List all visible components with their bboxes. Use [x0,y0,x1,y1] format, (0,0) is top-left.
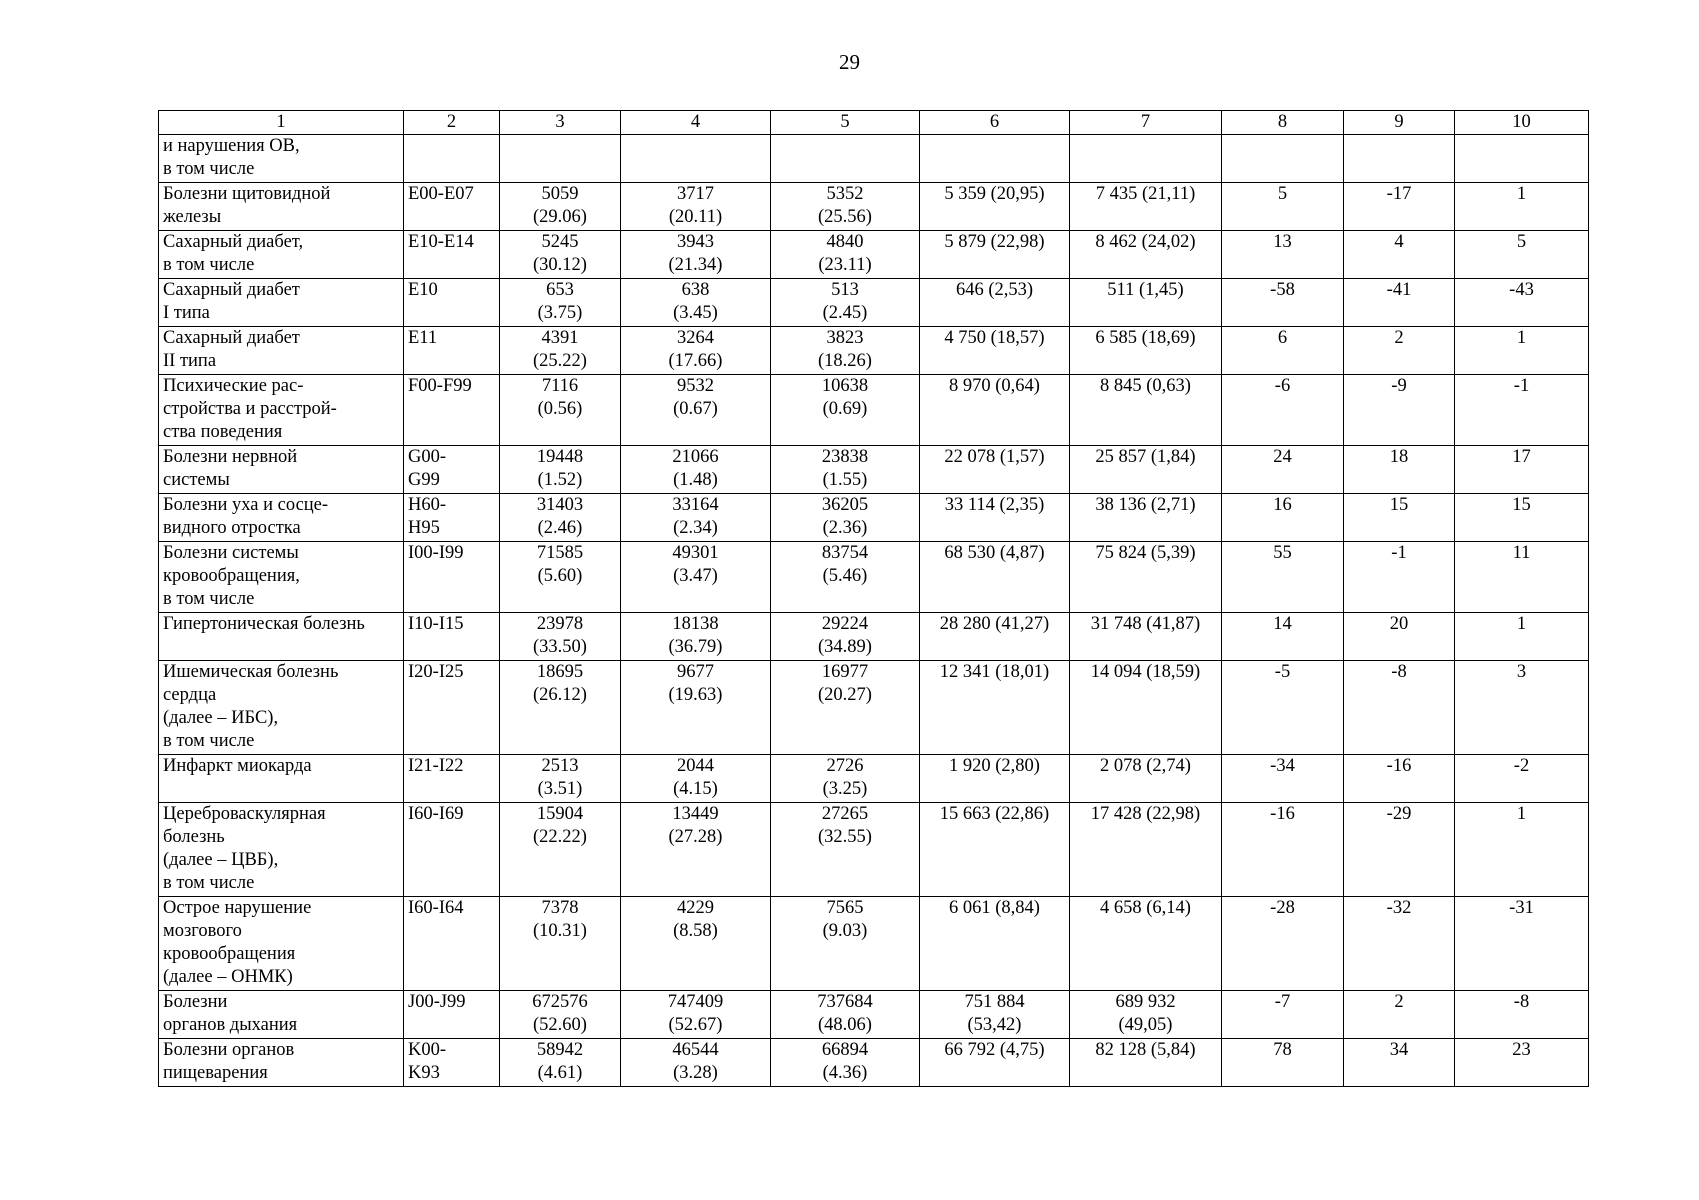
table-cell: -16 [1222,803,1344,897]
table-cell: 25 857 (1,84) [1070,446,1222,494]
table-cell: 5 [1222,183,1344,231]
table-cell: -29 [1344,803,1455,897]
row-label-cell: и нарушения ОВ, в том числе [159,135,404,183]
table-cell [1070,135,1222,183]
table-cell: 4391 (25.22) [500,327,621,375]
table-cell: 31403 (2.46) [500,494,621,542]
table-row [159,755,1589,803]
icd-code-cell: E10 [404,279,500,327]
table-cell: 672576 (52.60) [500,991,621,1039]
table-cell: 3264 (17.66) [621,327,771,375]
table-cell: 17 428 (22,98) [1070,803,1222,897]
icd-code-cell: I10-I15 [404,613,500,661]
table-cell: 2 078 (2,74) [1070,755,1222,803]
table-cell [1344,135,1455,183]
table-cell: -58 [1222,279,1344,327]
table-cell: 6 585 (18,69) [1070,327,1222,375]
table-cell: -8 [1455,991,1589,1039]
table-cell: 23978 (33.50) [500,613,621,661]
row-label-cell: Болезни уха и сосце- видного отростка [159,494,404,542]
table-cell: 10638 (0.69) [771,375,920,446]
icd-code-cell: F00-F99 [404,375,500,446]
table-cell: 4 [1344,231,1455,279]
column-header: 9 [1344,111,1455,135]
table-cell: 8 970 (0,64) [920,375,1070,446]
table-cell: 75 824 (5,39) [1070,542,1222,613]
table-cell: -32 [1344,897,1455,991]
column-header: 8 [1222,111,1344,135]
table-row [159,231,1589,279]
table-cell: 5 [1455,231,1589,279]
table-cell: -43 [1455,279,1589,327]
table-cell: 2726 (3.25) [771,755,920,803]
row-label-cell: Болезни системы кровообращения, в том числе [159,542,404,613]
table-cell: 1 [1455,803,1589,897]
table-cell: -41 [1344,279,1455,327]
table-row [159,446,1589,494]
table-cell: 2044 (4.15) [621,755,771,803]
table-cell: -17 [1344,183,1455,231]
table-cell: 16 [1222,494,1344,542]
table-cell: 747409 (52.67) [621,991,771,1039]
table-cell: 7378 (10.31) [500,897,621,991]
table-cell: -9 [1344,375,1455,446]
table-cell: 24 [1222,446,1344,494]
table-cell: 5352 (25.56) [771,183,920,231]
table-cell: -31 [1455,897,1589,991]
column-header: 2 [404,111,500,135]
table-cell: 5245 (30.12) [500,231,621,279]
table-cell [771,135,920,183]
table-cell: 4 658 (6,14) [1070,897,1222,991]
row-label-cell: Сахарный диабет, в том числе [159,231,404,279]
table-cell: 6 [1222,327,1344,375]
table-cell: 1 [1455,327,1589,375]
column-header: 10 [1455,111,1589,135]
table-cell: -1 [1455,375,1589,446]
table-row [159,494,1589,542]
icd-code-cell: H60- H95 [404,494,500,542]
table-cell: 15 663 (22,86) [920,803,1070,897]
table-cell: 66 792 (4,75) [920,1039,1070,1087]
table-cell: 28 280 (41,27) [920,613,1070,661]
row-label-cell: Психические рас- стройства и расстрой- ства поведения [159,375,404,446]
table-cell: 23838 (1.55) [771,446,920,494]
table-cell: 9677 (19.63) [621,661,771,755]
table-cell: -8 [1344,661,1455,755]
table-row [159,135,1589,183]
table-cell: -5 [1222,661,1344,755]
row-label-cell: Сахарный диабет I типа [159,279,404,327]
table-row [159,375,1589,446]
table-cell: 13 [1222,231,1344,279]
table-row [159,613,1589,661]
table-cell: 2513 (3.51) [500,755,621,803]
row-label-cell: Болезни органов пищеварения [159,1039,404,1087]
table-cell: -28 [1222,897,1344,991]
table-cell: 3943 (21.34) [621,231,771,279]
table-cell: 7 435 (21,11) [1070,183,1222,231]
table-cell: -1 [1344,542,1455,613]
table-cell: 11 [1455,542,1589,613]
table-cell: 34 [1344,1039,1455,1087]
icd-code-cell: I00-I99 [404,542,500,613]
table-cell: 71585 (5.60) [500,542,621,613]
row-label-cell: Гипертоническая болезнь [159,613,404,661]
table-cell: 12 341 (18,01) [920,661,1070,755]
table-cell: 646 (2,53) [920,279,1070,327]
icd-code-cell [404,135,500,183]
table-cell: 4229 (8.58) [621,897,771,991]
row-label-cell: Ишемическая болезнь сердца (далее – ИБС), в том числе [159,661,404,755]
table-cell: 38 136 (2,71) [1070,494,1222,542]
table-cell: 31 748 (41,87) [1070,613,1222,661]
table-cell: 2 [1344,991,1455,1039]
column-header: 5 [771,111,920,135]
table-cell: 58942 (4.61) [500,1039,621,1087]
table-cell: 653 (3.75) [500,279,621,327]
table-cell: 18695 (26.12) [500,661,621,755]
table-cell: 23 [1455,1039,1589,1087]
table-cell [1455,135,1589,183]
icd-code-cell: E11 [404,327,500,375]
table-cell: 14 [1222,613,1344,661]
table-row [159,183,1589,231]
row-label-cell: Инфаркт миокарда [159,755,404,803]
table-cell: -7 [1222,991,1344,1039]
table-cell: 13449 (27.28) [621,803,771,897]
table-cell: 29224 (34.89) [771,613,920,661]
table-cell: 751 884 (53,42) [920,991,1070,1039]
table-cell: -34 [1222,755,1344,803]
table-row [159,803,1589,897]
table-row [159,661,1589,755]
table-cell: 83754 (5.46) [771,542,920,613]
row-label-cell: Болезни органов дыхания [159,991,404,1039]
table-cell: 7565 (9.03) [771,897,920,991]
table-cell [1222,135,1344,183]
table-cell: 5 359 (20,95) [920,183,1070,231]
table-cell: -2 [1455,755,1589,803]
table-cell: 21066 (1.48) [621,446,771,494]
column-header: 1 [159,111,404,135]
table-cell: 4840 (23.11) [771,231,920,279]
table-cell: 18 [1344,446,1455,494]
table-cell: 3717 (20.11) [621,183,771,231]
table-cell: 82 128 (5,84) [1070,1039,1222,1087]
icd-code-cell: I60-I64 [404,897,500,991]
table-cell [621,135,771,183]
table-cell: 3823 (18.26) [771,327,920,375]
icd-code-cell: G00- G99 [404,446,500,494]
table-cell: 5059 (29.06) [500,183,621,231]
table-cell: 15 [1455,494,1589,542]
table-row [159,327,1589,375]
table-cell: 15 [1344,494,1455,542]
table-cell: 511 (1,45) [1070,279,1222,327]
table-cell: 46544 (3.28) [621,1039,771,1087]
table-row [159,897,1589,991]
table-cell: -6 [1222,375,1344,446]
column-header: 6 [920,111,1070,135]
morbidity-table [158,110,1589,1087]
table-cell: 737684 (48.06) [771,991,920,1039]
table-header-row [159,111,1589,135]
table-cell [500,135,621,183]
table-cell: 17 [1455,446,1589,494]
table-cell [920,135,1070,183]
table-cell: 49301 (3.47) [621,542,771,613]
table-cell: 513 (2.45) [771,279,920,327]
column-header: 7 [1070,111,1222,135]
table-row [159,542,1589,613]
table-row [159,991,1589,1039]
table-cell: 66894 (4.36) [771,1039,920,1087]
table-cell: 22 078 (1,57) [920,446,1070,494]
table-cell: 33164 (2.34) [621,494,771,542]
icd-code-cell: I60-I69 [404,803,500,897]
table-cell: 1 [1455,613,1589,661]
row-label-cell: Болезни нервной системы [159,446,404,494]
icd-code-cell: I20-I25 [404,661,500,755]
table-row [159,279,1589,327]
table-cell: 5 879 (22,98) [920,231,1070,279]
table-cell: 2 [1344,327,1455,375]
icd-code-cell: K00- K93 [404,1039,500,1087]
table-cell: 8 845 (0,63) [1070,375,1222,446]
table-cell: 9532 (0.67) [621,375,771,446]
table-cell: 689 932 (49,05) [1070,991,1222,1039]
page-number: 29 [839,50,860,74]
table-cell: 1 [1455,183,1589,231]
table-cell: 19448 (1.52) [500,446,621,494]
table-cell: 6 061 (8,84) [920,897,1070,991]
icd-code-cell: E10-E14 [404,231,500,279]
table-cell: 33 114 (2,35) [920,494,1070,542]
table-row [159,1039,1589,1087]
row-label-cell: Острое нарушение мозгового кровообращения (далее – ОНМК) [159,897,404,991]
icd-code-cell: I21-I22 [404,755,500,803]
row-label-cell: Цереброваскулярная болезнь (далее – ЦВБ), в том числе [159,803,404,897]
table-cell: 16977 (20.27) [771,661,920,755]
table-cell: -16 [1344,755,1455,803]
table-cell: 638 (3.45) [621,279,771,327]
table-cell: 8 462 (24,02) [1070,231,1222,279]
table-cell: 18138 (36.79) [621,613,771,661]
table-cell: 27265 (32.55) [771,803,920,897]
table-cell: 78 [1222,1039,1344,1087]
table-cell: 20 [1344,613,1455,661]
table-cell: 1 920 (2,80) [920,755,1070,803]
table-cell: 4 750 (18,57) [920,327,1070,375]
table-cell: 7116 (0.56) [500,375,621,446]
table-cell: 68 530 (4,87) [920,542,1070,613]
table-cell: 55 [1222,542,1344,613]
column-header: 4 [621,111,771,135]
row-label-cell: Болезни щитовидной железы [159,183,404,231]
column-header: 3 [500,111,621,135]
table-cell: 36205 (2.36) [771,494,920,542]
table-cell: 3 [1455,661,1589,755]
table-cell: 14 094 (18,59) [1070,661,1222,755]
icd-code-cell: J00-J99 [404,991,500,1039]
table-cell: 15904 (22.22) [500,803,621,897]
icd-code-cell: E00-E07 [404,183,500,231]
row-label-cell: Сахарный диабет II типа [159,327,404,375]
